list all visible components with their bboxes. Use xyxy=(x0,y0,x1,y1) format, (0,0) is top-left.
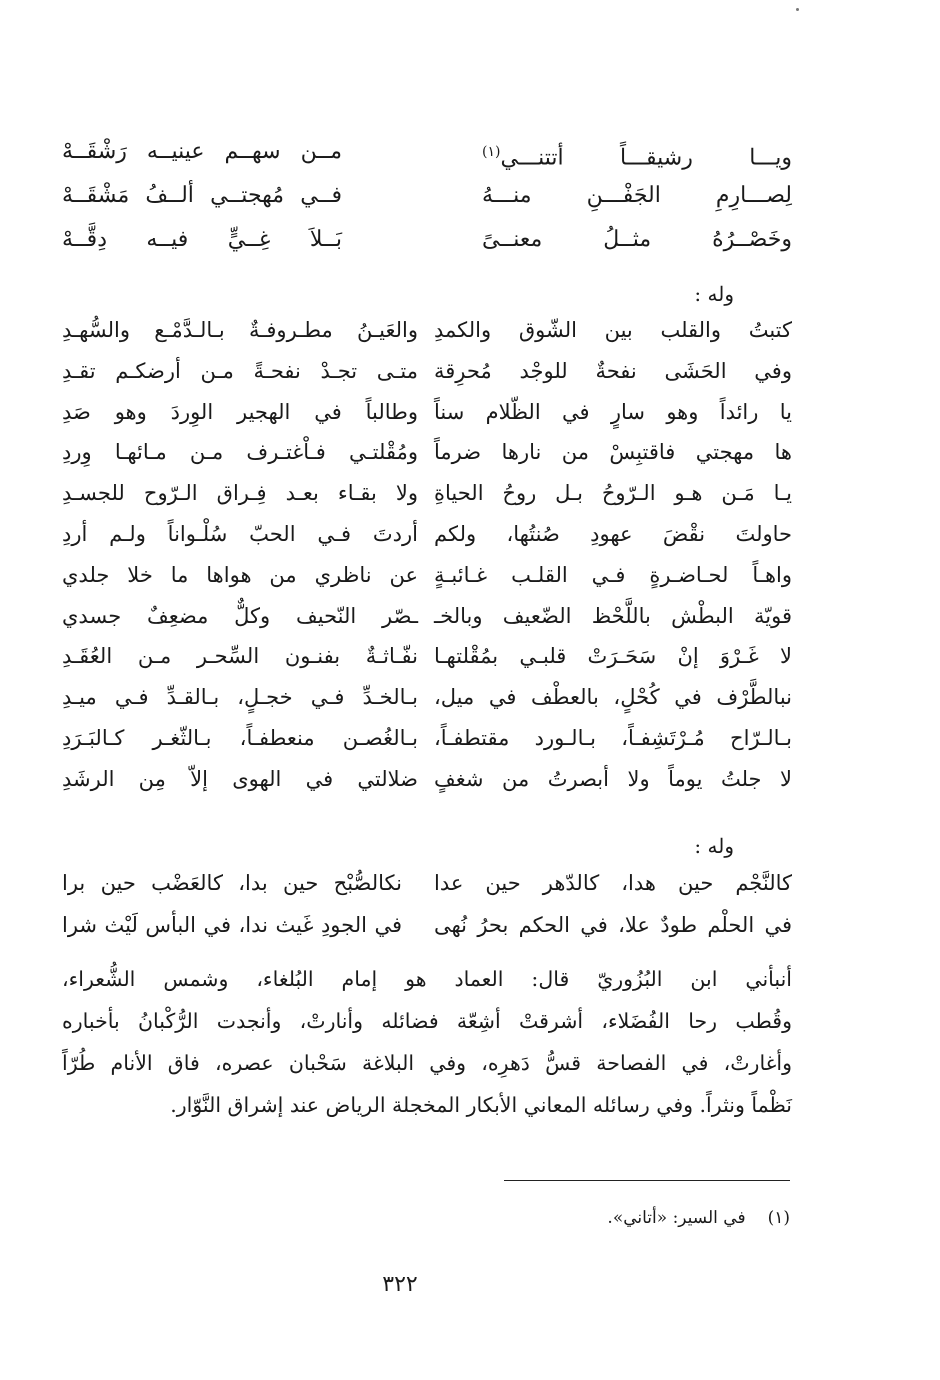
verse-left-hemistich: بـالخـدِّ فـي خجـلٍ، بـالقـدِّ فـي ميـدِ xyxy=(62,685,418,710)
verse-line xyxy=(62,130,792,174)
scan-speck xyxy=(796,8,799,11)
verse-left-hemistich: بَــلاَ غِــيٍّ فيــه دِقَّــهْ xyxy=(62,227,342,252)
verse-line xyxy=(62,677,792,718)
footnote-number: (١) xyxy=(767,1208,790,1228)
verse-right-hemistich: حاولتَ نقْضَ عهودِ صُنتُها، ولكم xyxy=(434,521,792,546)
verse-line xyxy=(62,718,792,759)
poem-block-2 xyxy=(62,310,792,800)
verse-line xyxy=(62,310,792,351)
verse-right-hemistich: لِصـــارِمِ الجَفْـــنِ منـــهُ xyxy=(482,183,792,208)
verse-right-hemistich: قويّة البطْش باللَّحْظ الضّعيف وبالخـ xyxy=(434,603,792,628)
footnote-reference: (١) xyxy=(482,144,501,160)
verse-left-hemistich: فــي مُهجتــي ألــفُ مَشْقَــهْ xyxy=(62,183,342,208)
verse-line xyxy=(62,904,792,946)
section-heading: وله : xyxy=(694,282,734,306)
verse-right-hemistich: وخَصْــرُهُ مثــلُ معنــىً xyxy=(482,227,792,252)
prose-line: نَظْماً ونثراً. وفي رسائله المعاني الأبكار المخجلة الرياض عند إشراق النَّوّار. xyxy=(170,1093,792,1117)
verse-line xyxy=(62,759,792,800)
verse-left-hemistich: نكالصُّبْح حين بدا، كالعَضْب حين برا xyxy=(62,871,402,895)
verse-right-hemistich: كتبتُ والقلب بين الشّوق والكمدِ xyxy=(434,318,792,342)
verse-left-hemistich: في الجودِ غَيث ندا، في البأس لَيْث شرا xyxy=(62,913,402,937)
prose-paragraph xyxy=(62,958,792,1126)
footnote-divider xyxy=(504,1180,790,1181)
verse-line xyxy=(62,636,792,677)
poem-block-3 xyxy=(62,862,792,946)
verse-line xyxy=(62,174,792,218)
verse-left-hemistich: متـى تجـدْ نفحـةً مـن أرضكـم تقـدِ xyxy=(62,358,418,383)
section-heading: وله : xyxy=(694,834,734,858)
verse-left-hemistich: أردتَ فـي الحبّ سُلْـواناً ولـم أردِ xyxy=(62,521,418,546)
verse-line xyxy=(62,514,792,555)
verse-left-hemistich: ومُقْلتـي فـاْغتـرف مـن مـائهـا وِردِ xyxy=(62,440,418,465)
footnote xyxy=(607,1208,790,1228)
prose-line: وأغارتْ، في الفصاحة قسُّ دَهرِه، وفي البلاغة سَحْبان عصره، فاق الأنام طُرّاً xyxy=(62,1051,793,1075)
page-number: ٣٢٢ xyxy=(382,1272,418,1297)
verse-left-hemistich: عن ناظري من هواها ما خلا جلدي xyxy=(62,562,418,587)
prose-line: أنبأني ابن البُزُوريّ قال: العماد هو إمام البُلغاء، وشمس الشُّعراء، xyxy=(62,967,792,991)
verse-line xyxy=(62,432,792,473)
verse-line xyxy=(62,473,792,514)
poem-block-1 xyxy=(62,130,792,262)
verse-line xyxy=(62,218,792,262)
verse-left-hemistich: ـصّر النّحيف وكلٌّ مضعِفٌ جسدي xyxy=(62,603,418,628)
verse-right-hemistich: ويـــا رشيقـــاً أتتنـــي$^{(١)}$ xyxy=(482,144,792,171)
verse-line xyxy=(62,392,792,433)
verse-left-hemistich: نفّـاثـةٌ بفنـون السِّحـر مـن العُقَـدِ xyxy=(62,644,418,669)
verse-right-hemistich: ها مهجتي فاقتبِسْ من نارها ضرماً xyxy=(434,440,792,465)
verse-left-hemistich: والعَيـنُ مطـروفـةٌ بـالـدَّمْـع والسُّهـدِ xyxy=(62,318,418,342)
prose-line: وقُطب رحا الفُضَلاء، أشرقتْ أشِعّة فضائله وأنارتْ، وأنجدت الرُّكْبانُ بأخباره xyxy=(62,1009,792,1033)
verse-left-hemistich: مــن سهــم عينيــه رَشْقَــهْ xyxy=(62,139,342,164)
verse-right-hemistich: في الحلْم طودٌ علا، في الحكم بحرُ نُهى xyxy=(434,913,792,937)
verse-right-hemistich: لا جلتُ يوماً ولا أبصرتُ من شغفٍ xyxy=(434,766,792,791)
verse-line xyxy=(62,862,792,904)
verse-left-hemistich: وطالباً في الهجير الوِردَ وهو صَدِ xyxy=(62,399,418,424)
verse-left-hemistich: ولا بقـاء بعـد فِـراق الـرّوح للجسـدِ xyxy=(62,481,418,506)
verse-right-hemistich: نبالطَّرْف في كُحْلٍ، بالعطْف في ميل، xyxy=(434,685,792,710)
verse-left-hemistich: ضلالتي في الهوى إلاّ مِن الرشَدِ xyxy=(62,766,418,791)
verse-line xyxy=(62,351,792,392)
verse-right-hemistich: لا غَـرْوَ إنْ سَحَـرَتْ قلبـي بمُقْلتهـا xyxy=(434,644,792,669)
verse-right-hemistich: واهـاً لحـاضـرةٍ فـي القلـب غـائبـةٍ xyxy=(434,562,792,587)
verse-right-hemistich: يـا مَـن هـو الـرّوحُ بـل روحُ الحياةِ xyxy=(434,481,792,506)
verse-right-hemistich: بـالـرّاح مُـرْتَشِفـاً، بـالـورد مقتطفـاً، xyxy=(434,725,792,750)
verse-right-hemistich: يا رائداً وهو سارٍ في الظّلام سناً xyxy=(434,399,792,424)
verse-right-hemistich: كالنَّجْم حين هدا، كالدّهر حين عدا xyxy=(434,871,792,895)
footnote-text: في السير: «أتاني». xyxy=(607,1208,746,1228)
verse-line xyxy=(62,596,792,637)
verse-left-hemistich: بـالغُصـن منعطفـاً، بـالثّغـر كـالبَـرَدِ xyxy=(62,725,418,750)
verse-line xyxy=(62,555,792,596)
verse-right-hemistich: وفي الحَشَى نفحةٌ للوجْد مُحرِقة xyxy=(434,358,792,383)
